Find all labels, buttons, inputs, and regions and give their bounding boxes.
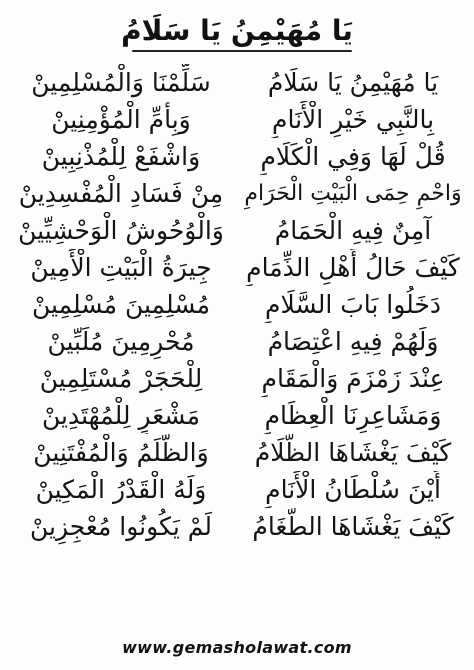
title-underline	[132, 50, 352, 52]
verse-first-hemistich: أَيْنَ سُلْطَانُ الْأَنَامِ	[265, 475, 441, 504]
verse-first-hemistich: يَا مُهَيْمِنُ يَا سَلَامُ	[267, 68, 439, 97]
verse-row	[12, 471, 462, 508]
verse-second-hemistich: جِيرَةُ الْبَيْتِ الْأَمِينْ	[30, 253, 212, 282]
verse-first-hemistich: كَيْفَ يَغْشَاهَا الظَّلَامُ	[254, 438, 452, 467]
verse-row	[12, 249, 462, 286]
verse-first-hemistich: وَاحْمِ حِمَى الْبَيْتِ الْحَرَامِ	[244, 181, 462, 206]
verse-row	[12, 101, 462, 138]
verse-row	[12, 434, 462, 471]
verse-row	[12, 138, 462, 175]
verse-row	[12, 64, 462, 101]
verse-first-hemistich: قُلْ لَهَا وَفِي الْكَلَامِ	[260, 142, 446, 171]
verse-first-hemistich: عِنْدَ زَمْزَمَ وَالْمَقَامِ	[261, 364, 445, 393]
verse-first-hemistich: وَلَهُمْ فِيهِ اعْتِصَامُ	[267, 327, 439, 356]
verse-first-hemistich: دَخَلُوا بَابَ السَّلَامِ	[265, 290, 441, 319]
verse-second-hemistich: وَالظُّلَمُ وَالْمُفْتَنِينْ	[33, 438, 209, 467]
verse-second-hemistich: وَبِأُمِّ الْمُؤْمِنِينْ	[51, 105, 191, 134]
poem-title: يَا مُهَيْمِنُ يَا سَلَامُ	[121, 14, 353, 47]
verse-list	[12, 64, 462, 624]
verse-first-hemistich: كَيْفَ يَغْشَاهَا الطُّغَامُ	[252, 512, 454, 541]
verse-second-hemistich: مُسْلِمِينَ مُسْلِمِينْ	[32, 290, 210, 319]
verse-first-hemistich: وَمَشَاعِرِنَا الْعِظَامِ	[264, 401, 442, 430]
verse-row	[12, 397, 462, 434]
verse-first-hemistich: كَيْفَ حَالُ أَهْلِ الذِّمَامِ	[246, 253, 460, 282]
website-footer: www.gemasholawat.com	[122, 638, 352, 657]
verse-row	[12, 212, 462, 249]
verse-first-hemistich: آمِنٌ فِيهِ الْحَمَامُ	[274, 216, 432, 245]
verse-first-hemistich: بِالنَّبِي خَيْرِ الْأَنَامِ	[271, 105, 435, 134]
verse-second-hemistich: مِنْ فَسَادِ الْمُفْسِدِينْ	[18, 179, 224, 208]
verse-row	[12, 508, 462, 545]
verse-second-hemistich: وَلَهُ الْقَدْرُ الْمَكِينْ	[35, 475, 207, 504]
verse-row	[12, 360, 462, 397]
verse-row	[12, 286, 462, 323]
title-container	[0, 12, 474, 50]
verse-row	[12, 175, 462, 212]
verse-second-hemistich: وَاشْفَعْ لِلْمُذْنِبِينْ	[41, 142, 201, 171]
verse-second-hemistich: لِلْحَجَرْ مُسْتَلِمِينْ	[39, 364, 203, 393]
verse-second-hemistich: مَشْعَرٍ لِلْمُهْتَدِينْ	[41, 401, 201, 430]
verse-second-hemistich: سَلِّمْنَا وَالْمُسْلِمِينْ	[31, 68, 211, 97]
verse-second-hemistich: لَمْ يَكُونُوا مُعْجِزِينْ	[29, 512, 213, 541]
verse-second-hemistich: وَالْوُحُوشُ الْوَحْشِيِّينْ	[18, 216, 224, 245]
verse-second-hemistich: مُحْرِمِينَ مُلَبِّينْ	[47, 327, 195, 356]
verse-row	[12, 323, 462, 360]
